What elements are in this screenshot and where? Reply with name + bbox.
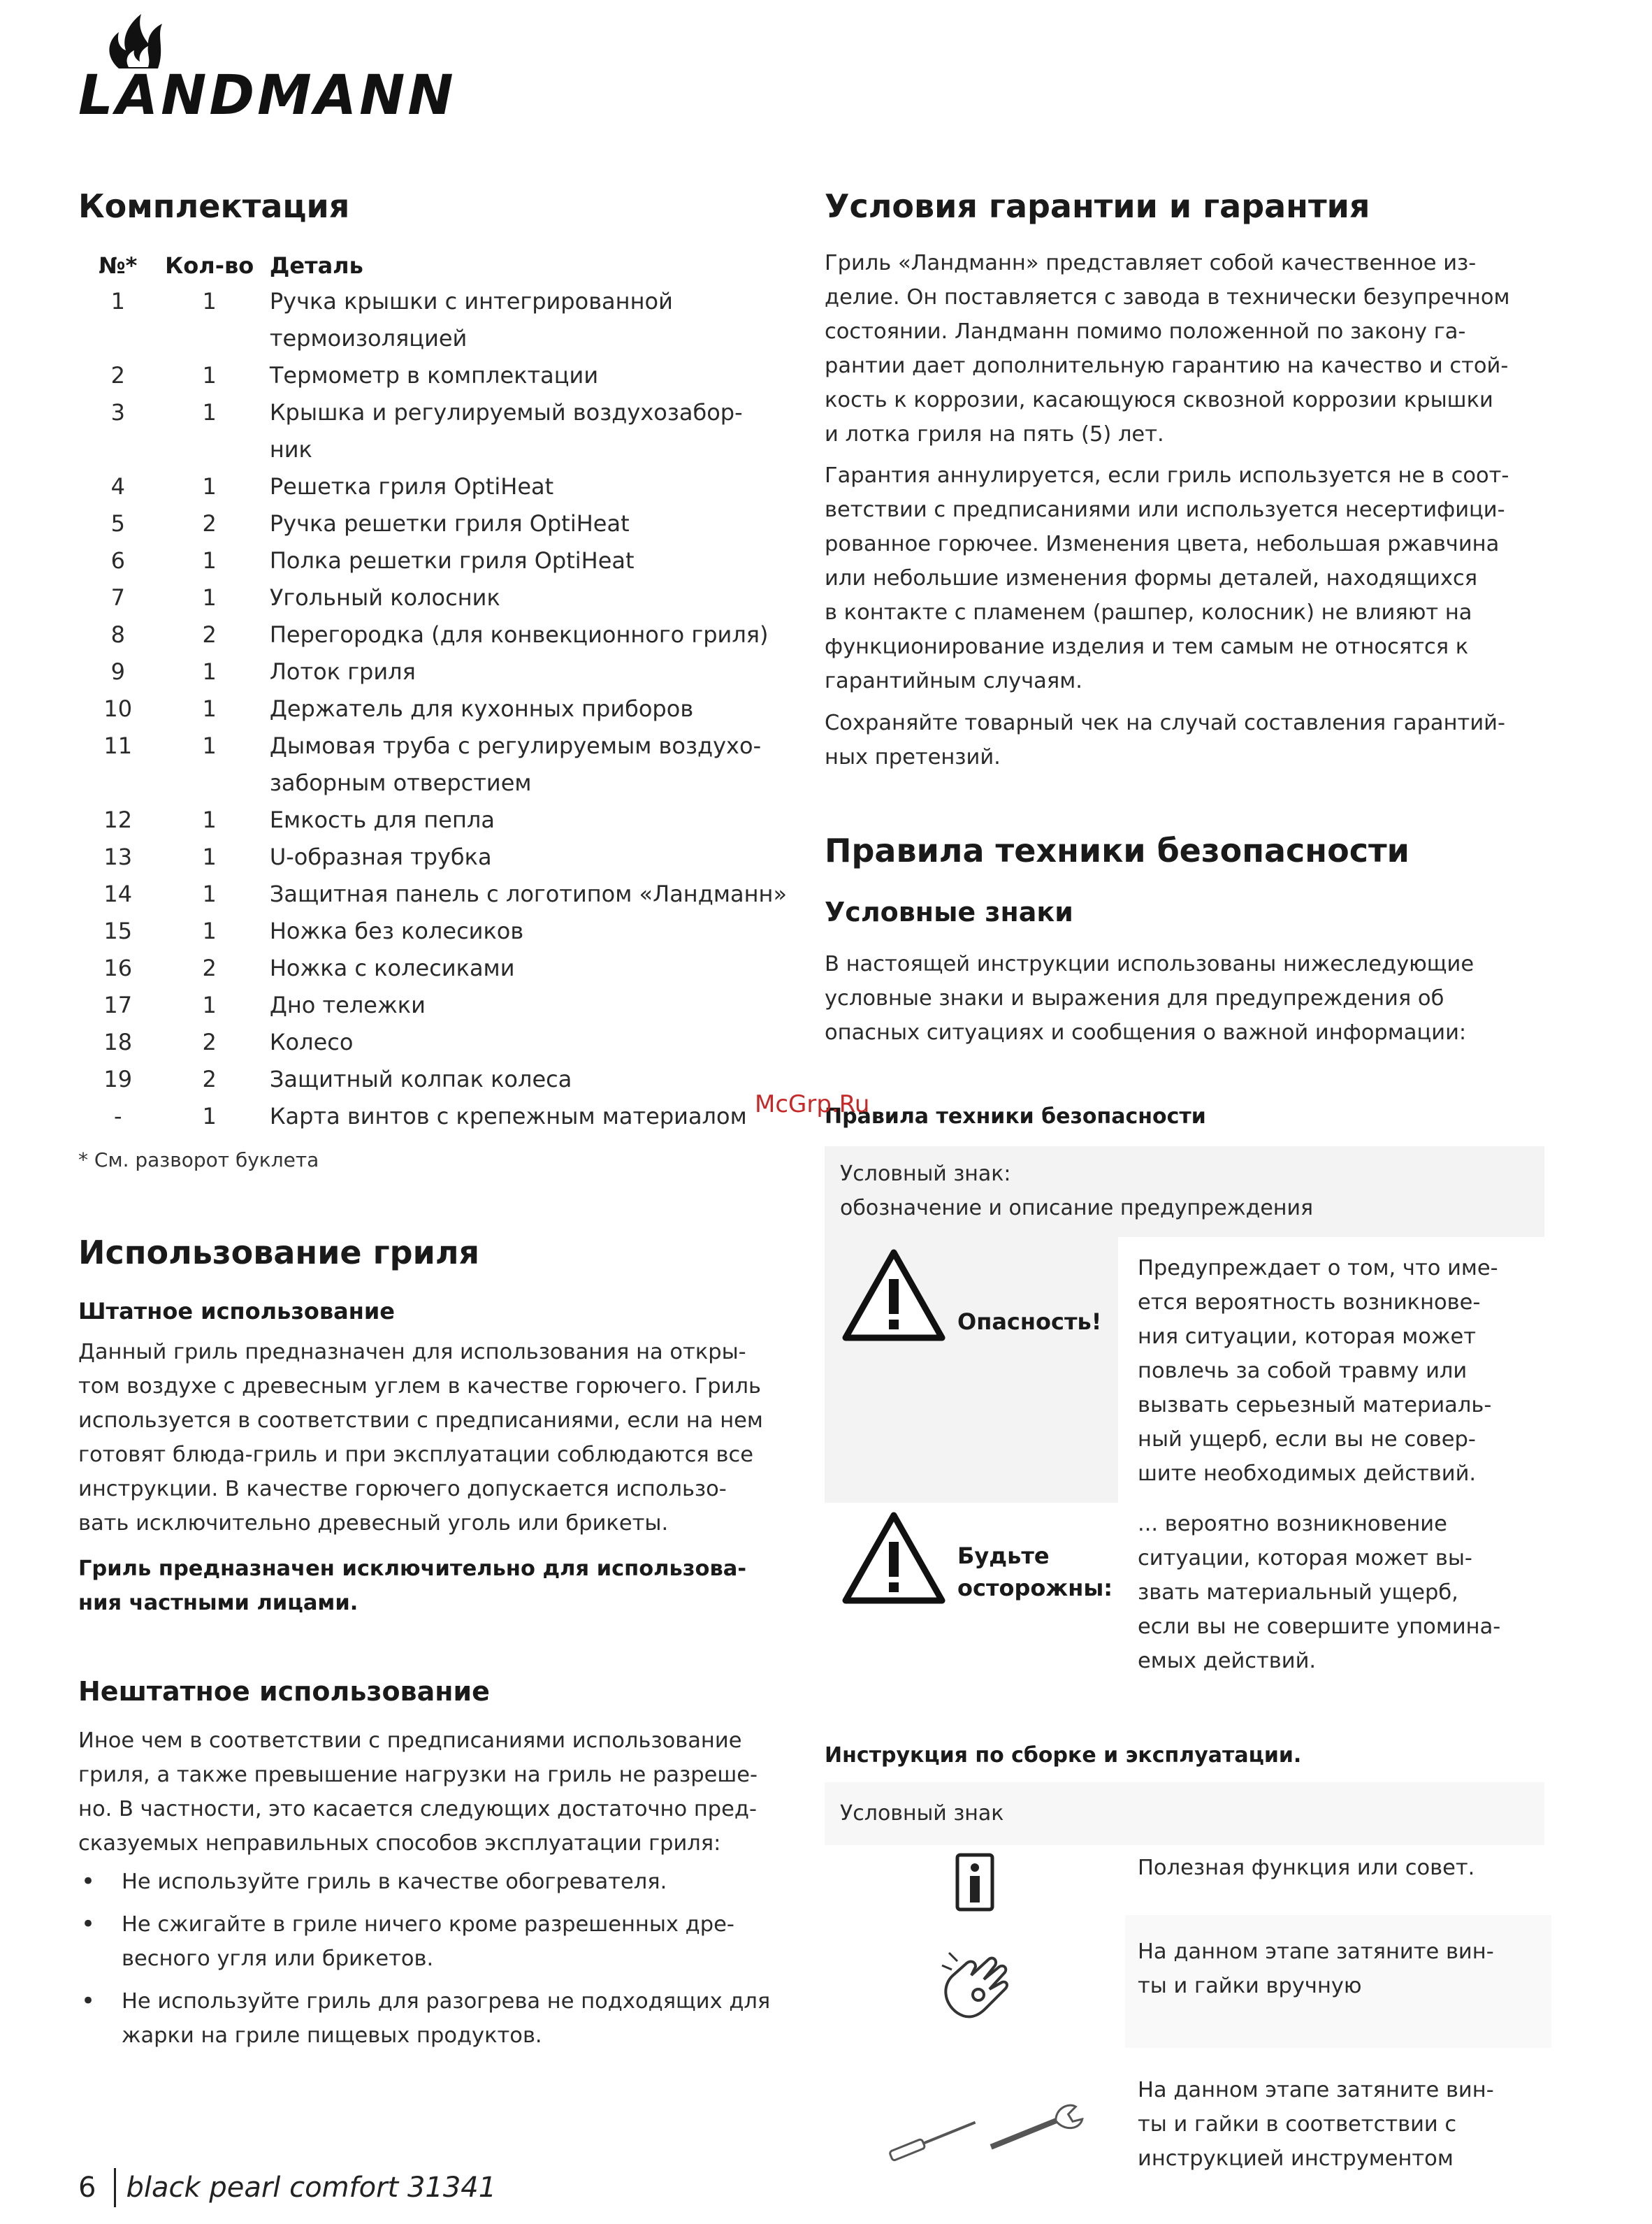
parts-table-row: [78, 876, 798, 913]
intended-use-title: Штатное использование: [78, 1298, 395, 1324]
part-detail: [261, 950, 798, 987]
parts-table-row: [78, 691, 798, 728]
part-detail: [261, 691, 798, 728]
tools-tighten-text: На данном этапе затяните вин- ты и гайки в соответствии с инструкцией инструментом: [1138, 2078, 1494, 2171]
parts-table-row: [78, 468, 798, 505]
part-detail: [261, 468, 798, 505]
part-quantity: 1: [202, 844, 217, 870]
symbols-title: Условные знаки: [825, 897, 1073, 927]
part-detail-line: Ножка с колесиками: [269, 955, 515, 981]
danger-warning-icon: [841, 1248, 946, 1343]
part-number: 13: [103, 844, 133, 870]
part-quantity: 1: [202, 732, 217, 759]
part-detail: [261, 987, 798, 1024]
part-detail: [261, 802, 798, 839]
misuse-bullet-list: [78, 1865, 805, 2061]
part-quantity: 1: [202, 992, 217, 1018]
parts-footnote: * См. разворот буклета: [78, 1148, 319, 1171]
part-detail-line: Защитный колпак колеса: [269, 1066, 572, 1092]
info-tip-icon: [955, 1852, 995, 1912]
part-detail-line: Угольный колосник: [269, 584, 500, 611]
warranty-title: Условия гарантии и гарантия: [825, 187, 1370, 225]
part-detail-line: заборным отверстием: [269, 770, 532, 796]
caution-text: ... вероятно возникновение ситуации, которая может вы- звать материальный ущерб, если вы не совершите упомина- емых действий.: [1138, 1512, 1501, 1673]
part-detail-line: Ручка решетки гриля OptiHeat: [269, 510, 630, 537]
col-header-qty: Кол-во: [165, 252, 254, 279]
warranty-paragraph-1: Гриль «Ландманн» представляет собой качественное из- делие. Он поставляется с завода в технически безупречном состоянии. Ландманн помимо положенной по закону га- рантии дает дополнительную гарантию на качество и стой- кость к коррозии, касающуюся сквозной коррозии крышки и лотка гриля на пять (5) лет.: [825, 251, 1510, 447]
part-detail: [261, 394, 798, 468]
part-quantity: 1: [202, 695, 217, 722]
part-detail-line: Карта винтов с крепежным материалом: [269, 1103, 747, 1129]
part-number: 3: [110, 399, 125, 426]
part-detail: [261, 542, 798, 579]
part-detail: [261, 654, 798, 691]
flame-logo-icon: [98, 7, 175, 70]
part-detail: [261, 505, 798, 542]
parts-table-row: [78, 394, 798, 468]
col-header-detail: Деталь: [269, 252, 363, 279]
part-number: 2: [110, 362, 125, 389]
part-number: 1: [110, 288, 125, 315]
part-number: 12: [103, 807, 133, 833]
parts-table-row: [78, 505, 798, 542]
caution-label: Будьте осторожны:: [957, 1543, 1113, 1601]
parts-table-header: [78, 248, 798, 283]
part-detail-line: ник: [269, 436, 312, 463]
logo-wordmark: LANDMANN: [78, 64, 456, 127]
parts-table-row: [78, 839, 798, 876]
part-number: 9: [110, 658, 125, 685]
parts-table: [78, 248, 798, 1135]
danger-label: Опасность!: [957, 1308, 1102, 1335]
parts-table-row: [78, 987, 798, 1024]
part-detail: [261, 357, 798, 394]
parts-table-row: [78, 913, 798, 950]
part-detail-line: Лоток гриля: [269, 658, 416, 685]
warranty-paragraph-3: Сохраняйте товарный чек на случай составления гарантий- ных претензий.: [825, 711, 1505, 770]
part-detail-line: Колесо: [269, 1029, 354, 1055]
part-number: 10: [103, 695, 133, 722]
part-detail: [261, 616, 798, 654]
part-quantity: 1: [202, 399, 217, 426]
part-quantity: 1: [202, 1103, 217, 1129]
footer-product-title: black pearl comfort 31341: [126, 2172, 497, 2204]
warranty-paragraph-2: Гарантия аннулируется, если гриль используется не в соот- ветствии с предписаниями или используется несертифици- рованное горючее. Изменения цвета, небольшая ржавчина или небольшие изменения формы деталей, находящихся в контакте с пламенем (рашпер, колосник) не влияют на функционирование изделия и тем самым не относятся к гарантийным случаям.: [825, 463, 1509, 693]
part-number: 17: [103, 992, 133, 1018]
part-detail-line: Решетка гриля OptiHeat: [269, 473, 554, 500]
part-detail-line: Держатель для кухонных приборов: [269, 695, 694, 722]
part-quantity: 1: [202, 584, 217, 611]
misuse-title: Нештатное использование: [78, 1676, 490, 1707]
caution-warning-icon: [841, 1511, 946, 1605]
parts-table-row: [78, 616, 798, 654]
danger-text: Предупреждает о том, что име- ется вероятность возникнове- ния ситуации, которая может повлечь за собой травму или вызвать серьезный материаль- ный ущерб, если вы не совер- шите необходимых действий.: [1138, 1256, 1498, 1486]
part-quantity: 2: [202, 1029, 217, 1055]
part-quantity: 1: [202, 881, 217, 907]
part-quantity: 1: [202, 473, 217, 500]
part-detail: [261, 283, 798, 357]
part-number: 14: [103, 881, 133, 907]
part-detail: [261, 1098, 798, 1135]
part-quantity: 2: [202, 621, 217, 648]
part-number: 19: [103, 1066, 133, 1092]
safety-title: Правила техники безопасности: [825, 832, 1410, 869]
safety-box-header: Условный знак: обозначение и описание предупреждения: [840, 1162, 1314, 1220]
part-detail: [261, 1061, 798, 1098]
part-detail: [261, 876, 798, 913]
part-quantity: 2: [202, 1066, 217, 1092]
tip-text: Полезная функция или совет.: [1138, 1856, 1475, 1880]
parts-table-row: [78, 802, 798, 839]
part-detail-line: Емкость для пепла: [269, 807, 495, 833]
part-number: 11: [103, 732, 133, 759]
parts-table-row: [78, 654, 798, 691]
hand-tighten-text: На данном этапе затяните вин- ты и гайки вручную: [1138, 1940, 1494, 1998]
hand-tighten-icon: [929, 1936, 1020, 2027]
part-detail: [261, 839, 798, 876]
part-detail-line: Защитная панель с логотипом «Ландманн»: [269, 881, 788, 907]
parts-table-row: [78, 542, 798, 579]
part-number: 7: [110, 584, 125, 611]
symbols-text: В настоящей инструкции использованы нижеследующие условные знаки и выражения для предупреждения об опасных ситуациях и сообщения о важной информации:: [825, 952, 1475, 1045]
parts-table-row: [78, 950, 798, 987]
part-quantity: 2: [202, 955, 217, 981]
page-number: 6: [78, 2172, 96, 2204]
parts-table-row: [78, 728, 798, 802]
part-number: 8: [110, 621, 125, 648]
part-quantity: 1: [202, 918, 217, 944]
parts-table-row: [78, 1098, 798, 1135]
parts-title: Комплектация: [78, 187, 350, 225]
part-quantity: 1: [202, 288, 217, 315]
part-quantity: 1: [202, 362, 217, 389]
part-quantity: 1: [202, 547, 217, 574]
part-detail-line: U-образная трубка: [269, 844, 492, 870]
part-detail: [261, 579, 798, 616]
col-header-no: №*: [99, 252, 138, 279]
part-number: 5: [110, 510, 125, 537]
part-detail-line: Дымовая труба с регулируемым воздухо-: [269, 732, 762, 759]
tools-tighten-icon: [881, 2076, 1090, 2174]
parts-table-row: [78, 283, 798, 357]
parts-table-row: [78, 357, 798, 394]
watermark: McGrp.Ru: [755, 1090, 870, 1118]
part-number: -: [113, 1103, 122, 1129]
assembly-symbol-header: Условный знак: [840, 1801, 1004, 1826]
parts-table-row: [78, 1061, 798, 1098]
part-detail-line: Термометр в комплектации: [269, 362, 599, 389]
landmann-logo: [78, 7, 484, 127]
part-detail-line: Полка решетки гриля OptiHeat: [269, 547, 635, 574]
safety-box-title: Правила техники безопасности: [825, 1104, 1206, 1129]
part-number: 15: [103, 918, 133, 944]
misuse-text: Иное чем в соответствии с предписаниями использование гриля, а также превышение нагрузки на гриль не разреше- но. В частности, это касается следующих достаточно пред- сказуемых неправильных способов эксплуатации гриля:: [78, 1728, 758, 1856]
page-footer: [78, 2167, 496, 2209]
part-detail-line: Перегородка (для конвекционного гриля): [269, 621, 769, 648]
part-detail: [261, 728, 798, 802]
part-detail: [261, 1024, 798, 1061]
parts-table-row: [78, 579, 798, 616]
intended-use-note: Гриль предназначен исключительно для использова- ния частными лицами.: [78, 1557, 747, 1615]
usage-title: Использование гриля: [78, 1234, 480, 1271]
part-detail-line: термоизоляцией: [269, 325, 468, 352]
part-quantity: 2: [202, 510, 217, 537]
part-detail-line: Крышка и регулируемый воздухозабор-: [269, 399, 743, 426]
misuse-bullet-item: • Не используйте гриль в качестве обогревателя.: [78, 1865, 805, 1899]
part-detail-line: Ручка крышки с интегрированной: [269, 288, 673, 315]
part-number: 4: [110, 473, 125, 500]
part-number: 16: [103, 955, 133, 981]
part-number: 18: [103, 1029, 133, 1055]
part-detail: [261, 913, 798, 950]
parts-table-row: [78, 1024, 798, 1061]
part-number: 6: [110, 547, 125, 574]
misuse-bullet-item: • Не используйте гриль для разогрева не подходящих для жарки на гриле пищевых продуктов.: [78, 1984, 805, 2053]
part-detail-line: Дно тележки: [269, 992, 426, 1018]
intended-use-text: Данный гриль предназначен для использования на откры- том воздухе с древесным углем в качестве горючего. Гриль используется в соответствии с предписаниями, если на нем готовят блюда-гриль и при эксплуатации соблюдаются все инструкции. В качестве горючего допускается использо- вать исключительно древесный уголь или брикеты.: [78, 1340, 763, 1536]
part-quantity: 1: [202, 658, 217, 685]
misuse-bullet-item: • Не сжигайте в гриле ничего кроме разрешенных дре- весного угля или брикетов.: [78, 1907, 805, 1976]
part-quantity: 1: [202, 807, 217, 833]
parts-table-body: [78, 283, 798, 1135]
part-detail-line: Ножка без колесиков: [269, 918, 524, 944]
footer-divider: [114, 2168, 116, 2207]
assembly-title: Инструкция по сборке и эксплуатации.: [825, 1743, 1302, 1768]
